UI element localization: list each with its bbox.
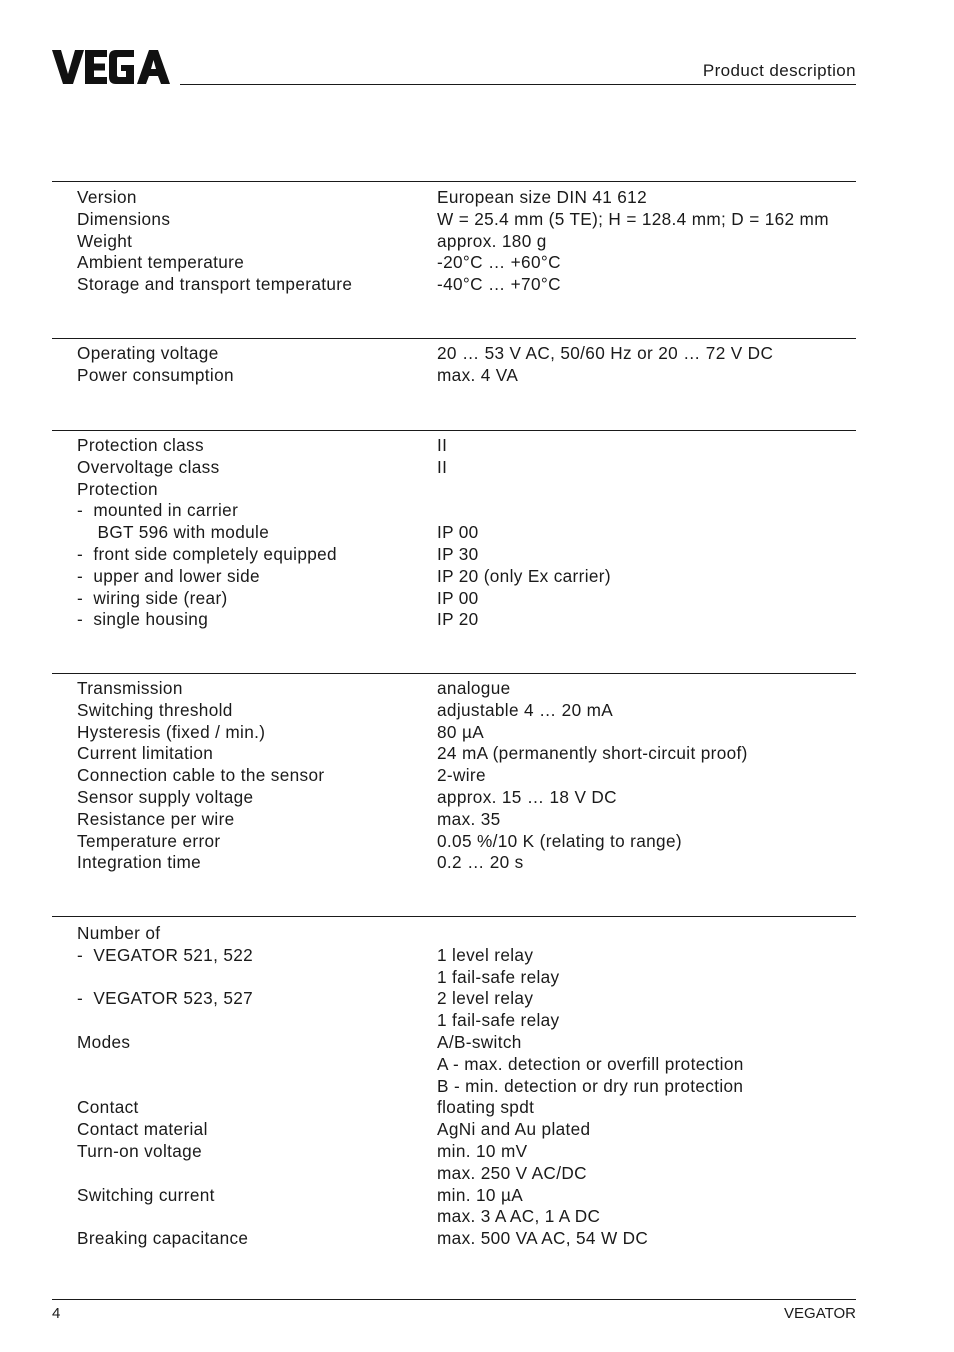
spec-value: IP 20 (only Ex carrier) — [437, 565, 611, 586]
spec-value: 24 mA (permanently short-circuit proof) — [437, 743, 748, 764]
spec-value: A - max. detection or overfill protection — [437, 1053, 744, 1074]
spec-row — [77, 252, 857, 274]
spec-label: Protection class — [77, 435, 204, 455]
section-rule — [52, 916, 856, 917]
spec-value: II — [437, 456, 448, 477]
spec-row — [77, 700, 857, 722]
spec-section-relay — [77, 923, 857, 1250]
spec-label: Switching threshold — [77, 699, 233, 720]
spec-label: Version — [77, 187, 137, 207]
spec-label: Breaking capacitance — [77, 1228, 249, 1249]
spec-value: 80 µA — [437, 721, 485, 742]
spec-row — [77, 678, 857, 700]
spec-value: min. 10 mV — [437, 1140, 528, 1161]
spec-label — [77, 1206, 437, 1228]
spec-value: W = 25.4 mm (5 TE); H = 128.4 mm; D = 162 mm — [437, 208, 829, 229]
spec-label: Sensor supply voltage — [77, 786, 254, 807]
spec-section-input — [77, 678, 857, 874]
spec-label: Operating voltage — [77, 343, 219, 363]
spec-value — [437, 923, 857, 945]
spec-label: Resistance per wire — [77, 808, 235, 829]
header-rule — [180, 84, 856, 85]
spec-value: 2-wire — [437, 765, 486, 786]
spec-value: -20°C … +60°C — [437, 252, 561, 273]
spec-label: Switching current — [77, 1184, 215, 1205]
spec-value: II — [437, 435, 448, 455]
spec-section-power — [77, 343, 857, 387]
page-header-title: Product description — [702, 61, 856, 80]
spec-row — [77, 1163, 857, 1185]
spec-value: floating spdt — [437, 1097, 535, 1118]
spec-row — [77, 1097, 857, 1119]
spec-row — [77, 1076, 857, 1098]
spec-row — [77, 945, 857, 967]
section-rule — [52, 338, 856, 339]
spec-row — [77, 365, 857, 387]
spec-row — [77, 1119, 857, 1141]
spec-row — [77, 479, 857, 501]
spec-section-protection — [77, 435, 857, 631]
spec-row — [77, 988, 857, 1010]
spec-row — [77, 1054, 857, 1076]
spec-row — [77, 609, 857, 631]
spec-row — [77, 743, 857, 765]
spec-label: - upper and lower side — [77, 565, 260, 586]
spec-label: - single housing — [77, 609, 209, 630]
spec-row — [77, 1228, 857, 1250]
spec-value: adjustable 4 … 20 mA — [437, 699, 614, 720]
spec-label: - wiring side (rear) — [77, 587, 228, 608]
spec-label: - mounted in carrier — [77, 500, 239, 521]
spec-label: Dimensions — [77, 208, 171, 229]
spec-row — [77, 923, 857, 945]
vega-logo — [52, 50, 170, 84]
spec-value: max. 250 V AC/DC — [437, 1162, 587, 1183]
spec-label: Modes — [77, 1031, 131, 1052]
footer-title: VEGATOR — [784, 1305, 856, 1322]
spec-value: IP 30 — [437, 543, 479, 564]
spec-row — [77, 435, 857, 457]
spec-row — [77, 544, 857, 566]
spec-value — [437, 479, 857, 501]
spec-label: - VEGATOR 521, 522 — [77, 944, 254, 965]
spec-label — [77, 1010, 437, 1032]
spec-row — [77, 209, 857, 231]
spec-value: approx. 15 … 18 V DC — [437, 786, 617, 807]
spec-label — [77, 967, 437, 989]
spec-row — [77, 343, 857, 365]
spec-value — [437, 500, 857, 522]
spec-row — [77, 500, 857, 522]
spec-value: max. 35 — [437, 808, 501, 829]
spec-row — [77, 457, 857, 479]
spec-row — [77, 274, 857, 296]
spec-value: 1 level relay — [437, 944, 534, 965]
section-rule — [52, 430, 856, 431]
spec-label: Transmission — [77, 678, 183, 698]
spec-value: -40°C … +70°C — [437, 274, 561, 295]
spec-value: European size DIN 41 612 — [437, 187, 648, 207]
spec-label: Turn-on voltage — [77, 1140, 202, 1161]
spec-value: AgNi and Au plated — [437, 1119, 591, 1140]
spec-row — [77, 787, 857, 809]
spec-label: Ambient temperature — [77, 252, 245, 273]
spec-row — [77, 1010, 857, 1032]
spec-label: Temperature error — [77, 830, 221, 851]
spec-label — [77, 1163, 437, 1185]
spec-row — [77, 187, 857, 209]
spec-value: IP 00 — [437, 587, 479, 608]
spec-label: Contact material — [77, 1119, 208, 1140]
spec-value: max. 500 VA AC, 54 W DC — [437, 1228, 649, 1249]
spec-row — [77, 809, 857, 831]
spec-label: Weight — [77, 230, 133, 251]
spec-label: Storage and transport temperature — [77, 274, 353, 295]
spec-row — [77, 1206, 857, 1228]
spec-value: analogue — [437, 678, 511, 698]
spec-value: 1 fail-safe relay — [437, 966, 560, 987]
section-rule — [52, 181, 856, 182]
spec-value: 0.05 %/10 K (relating to range) — [437, 830, 682, 851]
spec-value: 20 … 53 V AC, 50/60 Hz or 20 … 72 V DC — [437, 343, 774, 363]
spec-label: Number of — [77, 923, 161, 943]
spec-label — [77, 1054, 437, 1076]
spec-label: Protection — [77, 478, 158, 499]
spec-row — [77, 588, 857, 610]
spec-value: max. 4 VA — [437, 364, 519, 385]
spec-value: IP 20 — [437, 609, 479, 630]
spec-label: - front side completely equipped — [77, 543, 337, 564]
spec-row — [77, 831, 857, 853]
spec-value: 1 fail-safe relay — [437, 1010, 560, 1031]
spec-row — [77, 231, 857, 253]
spec-section-mechanical — [77, 187, 857, 296]
spec-label: - VEGATOR 523, 527 — [77, 988, 254, 1009]
spec-label: Hysteresis (fixed / min.) — [77, 721, 266, 742]
spec-label: Integration time — [77, 852, 202, 873]
spec-row — [77, 722, 857, 744]
page-number: 4 — [52, 1305, 61, 1322]
spec-row — [77, 522, 857, 544]
spec-value: IP 00 — [437, 522, 479, 543]
spec-label: Overvoltage class — [77, 456, 220, 477]
section-rule — [52, 673, 856, 674]
spec-value: 0.2 … 20 s — [437, 852, 524, 873]
spec-row — [77, 1141, 857, 1163]
spec-label: Contact — [77, 1097, 139, 1118]
spec-label: Power consumption — [77, 364, 234, 385]
spec-value: A/B-switch — [437, 1031, 522, 1052]
spec-value: approx. 180 g — [437, 230, 547, 251]
spec-row — [77, 1185, 857, 1207]
spec-label: BGT 596 with module — [77, 522, 270, 543]
spec-row — [77, 967, 857, 989]
spec-label — [77, 1076, 437, 1098]
spec-label: Connection cable to the sensor — [77, 765, 325, 786]
spec-row — [77, 566, 857, 588]
footer-rule — [52, 1299, 856, 1300]
spec-value: B - min. detection or dry run protection — [437, 1075, 744, 1096]
spec-value: min. 10 µA — [437, 1184, 524, 1205]
spec-row — [77, 852, 857, 874]
spec-row — [77, 1032, 857, 1054]
spec-label: Current limitation — [77, 743, 214, 764]
spec-value: max. 3 A AC, 1 A DC — [437, 1206, 601, 1227]
spec-value: 2 level relay — [437, 988, 534, 1009]
spec-row — [77, 765, 857, 787]
